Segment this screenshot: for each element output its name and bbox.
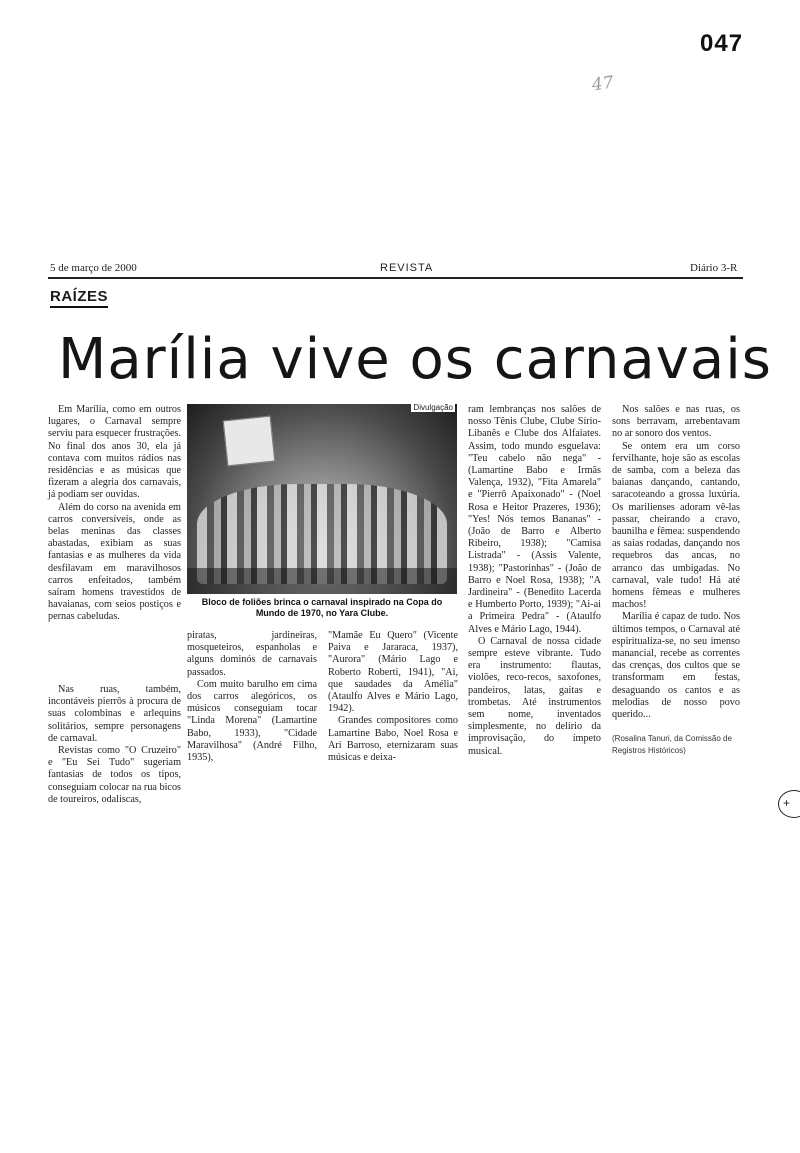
paragraph: Revistas como "O Cruzeiro" e "Eu Sei Tudo" sugeriam fantasias de todos os tipos, conseguiam colocar na rua bicos de toureiros, odaliscas, <box>48 745 181 805</box>
handwritten-note: 47 <box>590 72 615 96</box>
section-name: REVISTA <box>380 262 434 274</box>
article-photo <box>187 404 457 594</box>
photo-banner <box>223 416 276 467</box>
paragraph: Marília é capaz de tudo. Nos últimos tempos, o Carnaval até espiritualiza-se, no seu imenso manancial, recebe as correntes das crenças, dos cultos que se transformam em festas, desaguando os cantos e as melodias de nosso povo querido... <box>612 611 740 721</box>
paragraph: Nos salões e nas ruas, os sons berravam, arrebentavam no ar sonoro dos ventos. <box>612 404 740 440</box>
paragraph: piratas, jardineiras, mosqueteiros, espanholas e alguns dominós de carnavais passados. <box>187 630 317 678</box>
paragraph: Nas ruas, também, incontáveis pierrôs à procura de suas colombinas e arlequins solitários, sempre personagens de carnaval. <box>48 684 181 744</box>
paragraph: "Mamãe Eu Quero" (Vicente Paiva e Jararaca, 1937), "Aurora" (Mário Lago e Roberto Roberti, 1941), "Ai, que saudades da Amélia" (Ataulfo Alves e Mário Lago, 1942). <box>328 630 458 715</box>
article-headline: Marília vive os carnavais <box>58 327 772 392</box>
paragraph: Grandes compositores como Lamartine Babo, Noel Rosa e Ari Barroso, eternizaram suas músicas e deixa- <box>328 715 458 764</box>
header-rule <box>48 277 743 279</box>
page-label: Diário 3-R <box>690 262 738 274</box>
page-number: 047 <box>700 30 744 57</box>
photo-caption: Bloco de foliões brinca o carnaval inspirado na Copa do Mundo de 1970, no Yara Clube. <box>201 597 443 618</box>
paragraph: Em Marília, como em outros lugares, o Carnaval sempre serviu para esquecer frustrações. No final dos anos 30, ela já contava com muitos rádios nas residências e as músicas que fizeram a alegria dos carnavais, já podiam ser ouvidas. <box>48 404 181 501</box>
article-column-2 <box>187 630 317 764</box>
kicker-label: RAÍZES <box>50 289 108 308</box>
paragraph: Além do corso na avenida em carros conversíveis, onde as belas meninas das classes abastadas, exibiam as suas fantasias e as mulheres da vida desfilavam em maravilhosos carros enfeitados, também saíram homens travestidos de havaianas, com seios postiços e pernas cabeludas. <box>48 501 181 623</box>
photo-credit: Divulgação <box>413 404 453 412</box>
issue-date: 5 de março de 2000 <box>50 262 137 274</box>
article-column-4 <box>468 404 601 758</box>
author-signature: (Rosalina Tanuri, da Comissão de Registros Históricos) <box>612 734 732 755</box>
paragraph: Com muito barulho em cima dos carros alegóricos, os músicos conseguiam tocar "Linda Morena" (Lamartine Babo, 1933), "Cidade Maravilhosa" (André Filho, 1935), <box>187 678 317 764</box>
article-column-3 <box>328 630 458 764</box>
article-column-1 <box>48 404 181 624</box>
article-column-1-continued <box>48 684 181 806</box>
paragraph: Se ontem era um corso fervilhante, hoje são as escolas de samba, com a beleza das baianas dançando, cantando, saracoteando a grossa luxúria. Os marilienses adoram vê-las passar, cheirando a cravo, baunilha e fêmea: suspendendo as saias rodadas, dançando nos requebros das ancas, no arranco das umbigadas. No carnaval, vale tudo! Há até homens fêmeas e mulheres machos! <box>612 440 740 611</box>
paragraph: O Carnaval de nossa cidade sempre esteve vibrante. Tudo era instrumento: flautas, violões, reco-recos, saxofones, pandeiros, latas, gaitas e trombetas. Até instrumentos sem nome, inventados simplesmente, no delírio da improvisação, do ímpeto musical. <box>468 635 601 757</box>
paragraph: ram lembranças nos salões de nosso Tênis Clube, Clube Sírio-Libanês e Clube dos Alfaiates. Assim, todo mundo esguelava: "Teu cabelo não nega" - (Lamartine Babo e Irmãs Valença, 1932), "Fita Amarela" e "Pierrô Apaixonado" - (Noel Rosa e Heitor Prazeres, 1936); "Yes! Nós temos Bananas" - (João de Barro e Alberto Ribeiro, 1938); "Camisa Listrada" - (Assis Valente, 1938); "Pastorinhas" - (João de Barro e Noel Rosa, 1938); "A Jardineira" - (Benedito Lacerda e Humberto Porto, 1939); "Ai-ai a Primeira Pedra" - (Ataulfo Alves e Mário Lago, 1944). <box>468 404 601 635</box>
article-column-5 <box>612 404 740 721</box>
margin-mark-icon: + <box>778 790 800 818</box>
photo-floor <box>187 568 457 594</box>
